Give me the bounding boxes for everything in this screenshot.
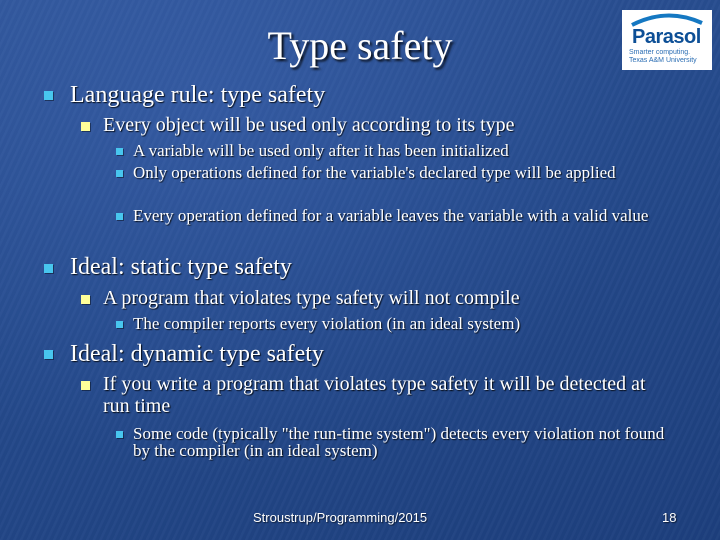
page-number: 18 (662, 510, 677, 525)
bullet-marker-level3 (116, 148, 123, 155)
footer-source: Stroustrup/Programming/2015 (253, 510, 428, 525)
bullet-item-level1: Ideal: static type safety (70, 254, 292, 280)
bullet-marker-level2 (81, 381, 90, 390)
logo-arc-icon (630, 11, 704, 27)
bullet-item-level3: Only operations defined for the variable's declared type will be applied (133, 163, 616, 182)
bullet-item-level2: A program that violates type safety will not compile (103, 287, 520, 309)
bullet-marker-level2 (81, 122, 90, 131)
bullet-marker-level3 (116, 321, 123, 328)
logo-university: Texas A&M University (629, 57, 697, 64)
parasol-logo (622, 10, 712, 70)
logo-name: Parasol (632, 26, 701, 48)
bullet-item-level1: Language rule: type safety (70, 82, 326, 108)
bullet-marker-level1 (44, 350, 53, 359)
slide-title: Type safety (267, 23, 453, 68)
bullet-marker-level3 (116, 213, 123, 220)
bullet-marker-level2 (81, 295, 90, 304)
bullet-item-level2: Every object will be used only according to its type (103, 114, 515, 136)
bullet-marker-level3 (116, 431, 123, 438)
bullet-item-level3: The compiler reports every violation (in an ideal system) (133, 314, 521, 333)
bullet-marker-level1 (44, 264, 53, 273)
bullet-item-level2: If you write a program that violates type safety it will be detected at run time (103, 373, 646, 417)
bullet-item-level1: Ideal: dynamic type safety (70, 341, 324, 367)
bullet-item-level3: A variable will be used only after it has been initialized (133, 141, 509, 160)
bullet-marker-level3 (116, 170, 123, 177)
bullet-item-level3: Some code (typically "the run-time system") detects every violation not found by the compiler (in an ideal system) (133, 424, 665, 460)
logo-tagline: Smarter computing. (629, 49, 691, 56)
bullet-marker-level1 (44, 91, 53, 100)
bullet-item-level3: Every operation defined for a variable leaves the variable with a valid value (133, 206, 649, 225)
